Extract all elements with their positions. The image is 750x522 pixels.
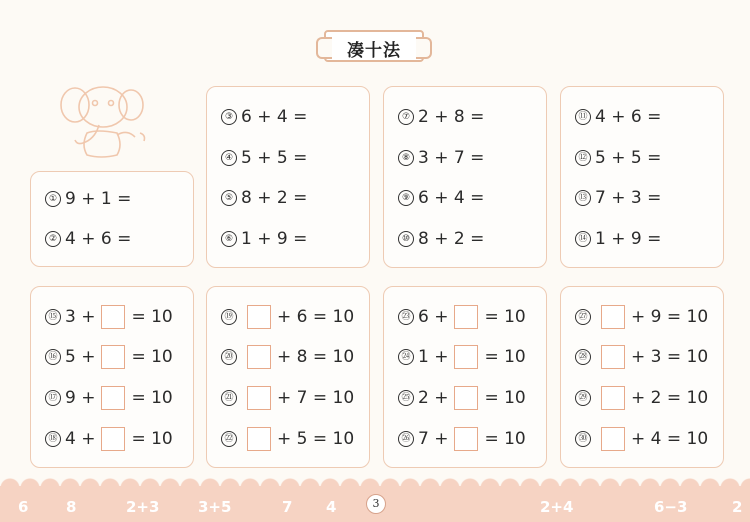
problem-group-4	[560, 86, 724, 268]
problem-number: ㉒	[221, 431, 237, 447]
problem-3	[221, 104, 307, 130]
problem-suffix: = 10	[131, 388, 173, 408]
problem-number: ①	[45, 191, 61, 207]
problem-11	[575, 104, 661, 130]
problem-number: ㉘	[575, 349, 591, 365]
problem-text: 2 + 8 =	[418, 107, 485, 127]
problem-prefix: 6 +	[418, 307, 449, 327]
problem-suffix: + 9 = 10	[631, 307, 709, 327]
problem-number: ⑩	[398, 231, 414, 247]
problem-text: 7 + 3 =	[595, 188, 662, 208]
problem-group-2	[206, 86, 370, 268]
title-banner	[318, 26, 430, 66]
problem-suffix: = 10	[484, 307, 526, 327]
problem-group-6	[206, 286, 370, 468]
problem-22	[221, 426, 354, 452]
footer-item: 8	[66, 498, 77, 516]
problem-30	[575, 426, 708, 452]
problem-suffix: = 10	[484, 388, 526, 408]
problem-suffix: + 5 = 10	[277, 429, 355, 449]
footer-item: 7	[282, 498, 293, 516]
problem-6	[221, 226, 307, 252]
problem-text: 4 + 6 =	[65, 229, 132, 249]
answer-box[interactable]	[247, 305, 271, 329]
problem-16	[45, 344, 173, 370]
problem-text: 6 + 4 =	[418, 188, 485, 208]
footer-band	[0, 486, 750, 522]
problem-text: 3 + 7 =	[418, 148, 485, 168]
answer-box[interactable]	[101, 427, 125, 451]
answer-box[interactable]	[454, 305, 478, 329]
problem-26	[398, 426, 526, 452]
answer-box[interactable]	[601, 386, 625, 410]
problem-suffix: = 10	[484, 429, 526, 449]
problem-number: ⑱	[45, 431, 61, 447]
problem-suffix: + 6 = 10	[277, 307, 355, 327]
problem-29	[575, 385, 708, 411]
problem-number: ⑯	[45, 349, 61, 365]
problem-number: ③	[221, 109, 237, 125]
problem-suffix: = 10	[131, 429, 173, 449]
problem-number: ⑤	[221, 190, 237, 206]
problem-12	[575, 145, 661, 171]
problem-group-8	[560, 286, 724, 468]
answer-box[interactable]	[247, 386, 271, 410]
problem-1	[45, 186, 131, 212]
answer-box[interactable]	[454, 345, 478, 369]
problem-number: ⑮	[45, 309, 61, 325]
footer-item: 4	[326, 498, 337, 516]
footer-item: 2+4	[540, 498, 574, 516]
problem-24	[398, 344, 526, 370]
page-title: 凑十法	[347, 41, 401, 61]
problem-group-5	[30, 286, 194, 468]
footer-item: 2+3	[126, 498, 160, 516]
problem-group-7	[383, 286, 547, 468]
problem-suffix: + 8 = 10	[277, 347, 355, 367]
elephant-illustration	[55, 75, 160, 165]
problem-text: 1 + 9 =	[241, 229, 308, 249]
problem-14	[575, 226, 661, 252]
answer-box[interactable]	[601, 427, 625, 451]
problem-text: 6 + 4 =	[241, 107, 308, 127]
problem-number: ⑦	[398, 109, 414, 125]
answer-box[interactable]	[101, 345, 125, 369]
problem-15	[45, 304, 173, 330]
problem-number: ㉓	[398, 309, 414, 325]
problem-27	[575, 304, 708, 330]
answer-box[interactable]	[601, 345, 625, 369]
problem-number: ㉑	[221, 390, 237, 406]
problem-18	[45, 426, 173, 452]
problem-number: ㉔	[398, 349, 414, 365]
footer-item: 3+5	[198, 498, 232, 516]
problem-7	[398, 104, 484, 130]
footer-item: 6	[18, 498, 29, 516]
problem-number: ②	[45, 231, 61, 247]
problem-number: ㉕	[398, 390, 414, 406]
problem-4	[221, 145, 307, 171]
problem-suffix: = 10	[131, 347, 173, 367]
answer-box[interactable]	[454, 386, 478, 410]
problem-suffix: = 10	[131, 307, 173, 327]
problem-prefix: 3 +	[65, 307, 96, 327]
problem-21	[221, 385, 354, 411]
problem-suffix: + 2 = 10	[631, 388, 709, 408]
problem-text: 8 + 2 =	[418, 229, 485, 249]
problem-number: ㉖	[398, 431, 414, 447]
problem-prefix: 2 +	[418, 388, 449, 408]
page-number: 3	[366, 494, 386, 514]
problem-number: ⑥	[221, 231, 237, 247]
problem-prefix: 4 +	[65, 429, 96, 449]
answer-box[interactable]	[247, 427, 271, 451]
problem-number: ㉚	[575, 431, 591, 447]
problem-17	[45, 385, 173, 411]
problem-number: ㉗	[575, 309, 591, 325]
problem-text: 1 + 9 =	[595, 229, 662, 249]
problem-suffix: + 7 = 10	[277, 388, 355, 408]
answer-box[interactable]	[601, 305, 625, 329]
problem-number: ⑲	[221, 309, 237, 325]
problem-10	[398, 226, 484, 252]
problem-text: 5 + 5 =	[595, 148, 662, 168]
problem-text: 5 + 5 =	[241, 148, 308, 168]
problem-prefix: 5 +	[65, 347, 96, 367]
footer-item: 6−3	[654, 498, 688, 516]
problem-suffix: = 10	[484, 347, 526, 367]
problem-number: ⑰	[45, 390, 61, 406]
answer-box[interactable]	[454, 427, 478, 451]
problem-number: ⑳	[221, 349, 237, 365]
problem-23	[398, 304, 526, 330]
problem-9	[398, 185, 484, 211]
problem-number: ⑬	[575, 190, 591, 206]
problem-20	[221, 344, 354, 370]
problem-number: ㉙	[575, 390, 591, 406]
problem-prefix: 9 +	[65, 388, 96, 408]
problem-19	[221, 304, 354, 330]
problem-group-3	[383, 86, 547, 268]
problem-number: ⑨	[398, 190, 414, 206]
problem-suffix: + 4 = 10	[631, 429, 709, 449]
problem-5	[221, 185, 307, 211]
problem-number: ⑪	[575, 109, 591, 125]
problem-group-1	[30, 171, 194, 267]
answer-box[interactable]	[247, 345, 271, 369]
footer-item: 2	[732, 498, 743, 516]
problem-2	[45, 226, 131, 252]
problem-number: ④	[221, 150, 237, 166]
problem-number: ⑭	[575, 231, 591, 247]
problem-number: ⑫	[575, 150, 591, 166]
problem-8	[398, 145, 484, 171]
problem-25	[398, 385, 526, 411]
problem-prefix: 1 +	[418, 347, 449, 367]
problem-text: 9 + 1 =	[65, 189, 132, 209]
answer-box[interactable]	[101, 386, 125, 410]
answer-box[interactable]	[101, 305, 125, 329]
problem-suffix: + 3 = 10	[631, 347, 709, 367]
problem-13	[575, 185, 661, 211]
problem-text: 4 + 6 =	[595, 107, 662, 127]
problem-number: ⑧	[398, 150, 414, 166]
problem-28	[575, 344, 708, 370]
problem-text: 8 + 2 =	[241, 188, 308, 208]
problem-prefix: 7 +	[418, 429, 449, 449]
